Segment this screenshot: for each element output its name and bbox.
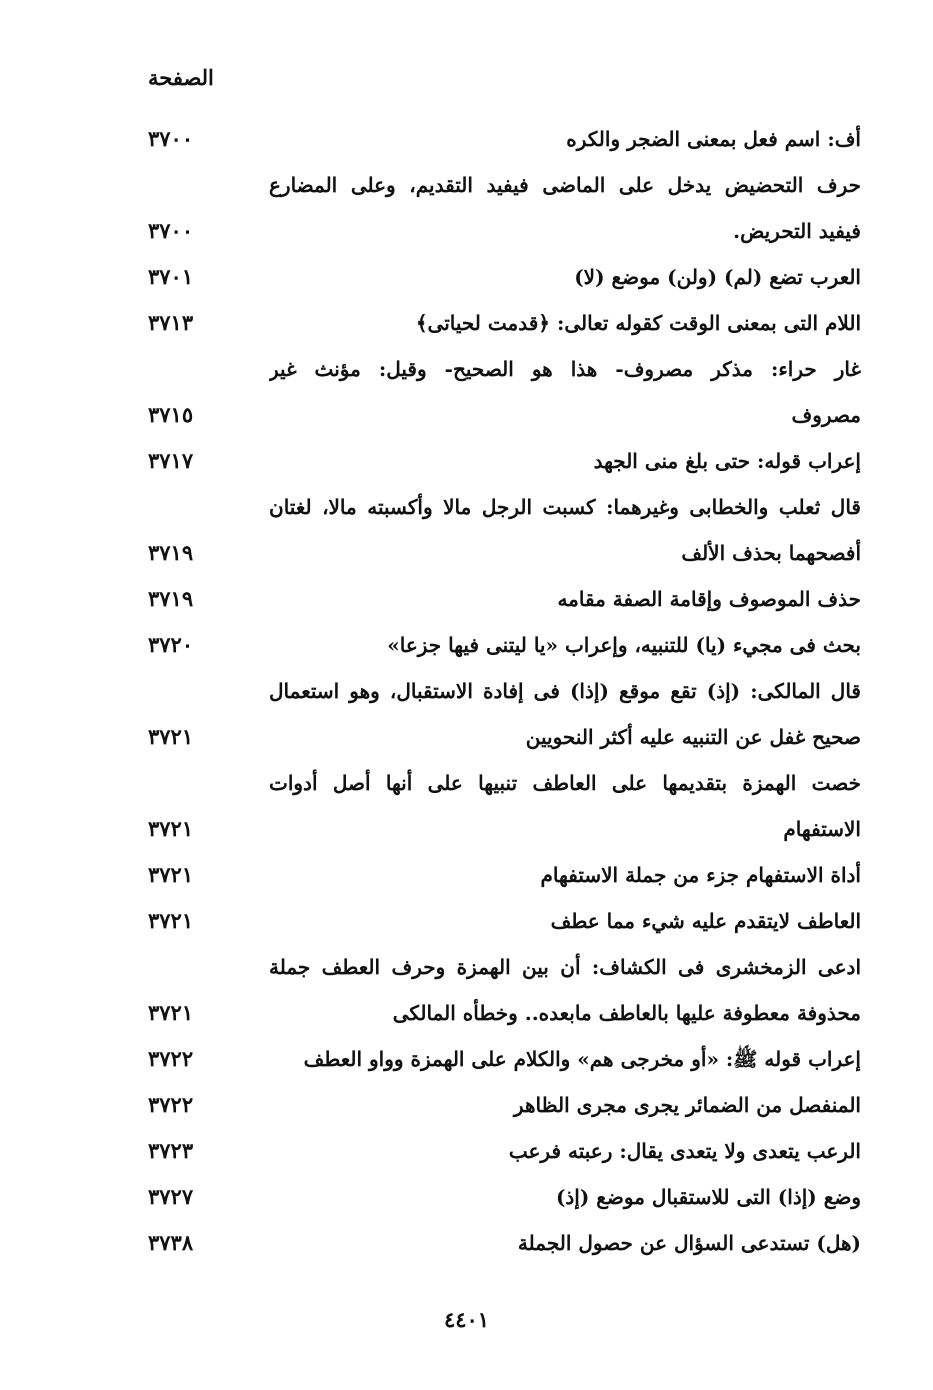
index-entry-page-number: ٣٧٠٠ (148, 218, 194, 243)
index-entry-page-number: ٣٧٢٢ (148, 1092, 194, 1117)
index-entry-page-number (148, 944, 228, 990)
index-entry-page-number (148, 162, 228, 208)
index-entry-page-number: ٣٧٢٢ (148, 1046, 194, 1071)
index-entry-row (0, 530, 933, 576)
index-entry-row (0, 1082, 933, 1128)
index-entry-page-number: ٣٧١٣ (148, 310, 194, 335)
index-entry-page-number (148, 346, 228, 392)
index-entry-page-number: ٣٧١٩ (148, 586, 194, 611)
index-entry-page-number (148, 668, 228, 714)
index-entry-text: العرب تضع (لم) (ولن) موضع (لا) (574, 265, 861, 289)
index-entry-row (0, 1128, 933, 1174)
index-entry-text: قال المالكى: (إذ) تقع موقع (إذا) فى إفادة الاستقبال، وهو استعمال (269, 679, 861, 703)
index-entry-text: إعراب قوله ﷺ: «أو مخرجى هم» والكلام على الهمزة وواو العطف (303, 1047, 861, 1071)
index-entry-page-number: ٣٧٢٧ (148, 1184, 194, 1209)
index-entry-page-number: ٣٧٢٠ (148, 632, 194, 657)
index-entry-row (0, 438, 933, 484)
index-entry-text: المنفصل من الضمائر يجرى مجرى الظاهر (513, 1093, 861, 1117)
index-entry-row (0, 898, 933, 944)
index-entry-text: الرعب يتعدى ولا يتعدى يقال: رعبته فرعب (508, 1139, 861, 1163)
index-entry-row (0, 346, 933, 392)
index-entry-row (0, 484, 933, 530)
index-entry-text: أداة الاستفهام جزء من جملة الاستفهام (540, 863, 861, 887)
index-entry-text: خصت الهمزة بتقديمها على العاطف تنبيها على أنها أصل أدوات (269, 771, 861, 795)
index-entry-text: أفصحهما بحذف الألف (681, 541, 861, 565)
index-entry-row (0, 944, 933, 990)
index-entry-text: بحث فى مجيء (يا) للتنبيه، وإعراب «يا ليتنى فيها جزعا» (387, 633, 861, 657)
index-entry-page-number: ٣٧٢١ (148, 1000, 194, 1025)
index-entry-text: فيفيد التحريض. (733, 219, 861, 243)
index-entry-text: (هل) تستدعى السؤال عن حصول الجملة (517, 1231, 861, 1255)
index-entry-page-number (148, 484, 228, 530)
index-entry-page-number: ٣٧٢١ (148, 724, 194, 749)
index-entry-page-number: ٣٧٢١ (148, 908, 194, 933)
index-entry-row (0, 990, 933, 1036)
index-entry-text: أف: اسم فعل بمعنى الضجر والكره (566, 127, 861, 151)
index-entry-page-number: ٣٧٢١ (148, 816, 194, 841)
page-number: ٤٤٠١ (443, 1307, 490, 1332)
index-entry-text: وضع (إذا) التى للاستقبال موضع (إذ) (555, 1185, 861, 1209)
index-entry-page-number: ٣٧٠١ (148, 264, 194, 289)
index-entry-page-number (148, 760, 228, 806)
index-entry-row (0, 852, 933, 898)
index-entry-row (0, 576, 933, 622)
index-entry-page-number: ٣٧١٧ (148, 448, 194, 473)
index-entry-text: ادعى الزمخشرى فى الكشاف: أن بين الهمزة وحرف العطف جملة (269, 955, 861, 979)
index-entry-text: محذوفة معطوفة عليها بالعاطف مابعده.. وخطأه المالكى (392, 1001, 861, 1025)
index-entry-text: العاطف لايتقدم عليه شيء مما عطف (550, 909, 861, 933)
index-entry-text: مصروف (791, 403, 861, 427)
index-entry-row (0, 116, 933, 162)
index-entry-text: حرف التحضيض يدخل على الماضى فيفيد التقديم، وعلى المضارع (269, 173, 861, 197)
index-entry-page-number: ٣٧٢١ (148, 862, 194, 887)
index-entry-text: اللام التى بمعنى الوقت كقوله تعالى: ﴿قدمت لحياتى﴾ (415, 311, 861, 335)
index-entry-row (0, 162, 933, 208)
index-entry-text: الاستفهام (783, 817, 861, 841)
index-entry-row (0, 300, 933, 346)
index-entry-row (0, 1036, 933, 1082)
index-entry-row (0, 254, 933, 300)
index-entry-text: قال ثعلب والخطابى وغيرهما: كسبت الرجل مالا وأكسبته مالا، لغتان (269, 495, 861, 519)
index-entry-row (0, 1220, 933, 1266)
index-entries-list (0, 116, 933, 1266)
index-entry-page-number: ٣٧٢٣ (148, 1138, 194, 1163)
index-entry-row (0, 208, 933, 254)
index-entry-text: إعراب قوله: حتى بلغ منى الجهد (593, 449, 861, 473)
index-entry-text: غار حراء: مذكر مصروف- هذا هو الصحيح- وقيل: مؤنث غير (269, 357, 861, 381)
index-entry-text: حذف الموصوف وإقامة الصفة مقامه (557, 587, 861, 611)
index-entry-row (0, 392, 933, 438)
index-entry-row (0, 622, 933, 668)
index-entry-text: صحيح غفل عن التنبيه عليه أكثر النحويين (525, 725, 861, 749)
index-entry-page-number: ٣٧١٩ (148, 540, 194, 565)
index-entry-row (0, 668, 933, 714)
index-entry-page-number: ٣٧٣٨ (148, 1230, 194, 1255)
index-entry-row (0, 806, 933, 852)
index-entry-row (0, 1174, 933, 1220)
page-column-header: الصفحة (148, 65, 214, 90)
index-entry-row (0, 714, 933, 760)
index-entry-page-number: ٣٧١٥ (148, 402, 194, 427)
index-entry-page-number: ٣٧٠٠ (148, 126, 194, 151)
index-entry-row (0, 760, 933, 806)
